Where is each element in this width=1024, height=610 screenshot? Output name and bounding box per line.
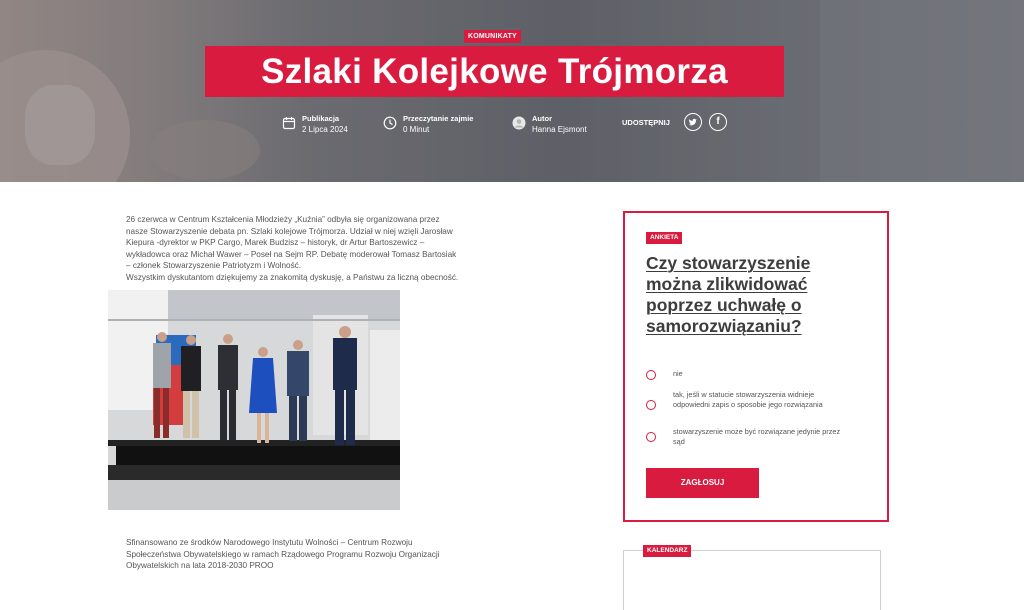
article-line: Kiepura -dyrektor w PKP Cargo, Marek Budzisz – historyk, dr Artur Bartoszewicz – — [126, 238, 425, 247]
publication-label: Publikacja — [302, 114, 340, 123]
category-badge[interactable]: KOMUNIKATY — [464, 30, 521, 43]
poll-option-label: tak, jeśli w statucie stowarzyszenia widnieje odpowiedni zapis o sposobie jego rozwiązania — [673, 390, 823, 409]
poll-option-label: nie — [673, 369, 683, 378]
facebook-icon[interactable]: f — [709, 113, 727, 131]
radio-button[interactable] — [646, 370, 656, 380]
reading-time: 0 Minut — [403, 125, 430, 134]
poll-question: Czy stowarzyszenie można zlikwidować poprzez uchwałę o samorozwiązaniu? — [646, 253, 811, 336]
calendar-widget — [623, 550, 881, 610]
radio-button[interactable] — [646, 432, 656, 442]
page-title: Szlaki Kolejkowe Trójmorza — [205, 46, 784, 97]
article-line: wykładowca oraz Michał Wawer – Poseł na Sejm RP. Debatę moderował Tomasz Bartosiak — [126, 249, 457, 259]
poll-option[interactable] — [646, 427, 848, 447]
article-photo — [108, 290, 400, 510]
calendar-badge: KALENDARZ — [643, 545, 691, 557]
article-line: – członek Stowarzyszenie Patriotyzm i Wolność. — [126, 261, 302, 270]
funding-line: Obywatelskich na lata 2018-2030 PROO — [126, 561, 274, 570]
clock-icon — [383, 116, 397, 130]
reading-label: Przeczytanie zajmie — [403, 114, 474, 123]
meta-reading-time — [383, 114, 473, 135]
twitter-icon[interactable] — [684, 113, 702, 131]
author-name[interactable]: Hanna Ejsmont — [532, 125, 587, 134]
avatar — [512, 116, 526, 130]
poll-option[interactable] — [646, 390, 848, 410]
poll-option[interactable] — [646, 369, 848, 380]
meta-publication — [282, 114, 348, 135]
share-label: UDOSTĘPNIJ — [622, 118, 670, 127]
calendar-icon — [282, 116, 296, 130]
funding-line: Społeczeństwa Obywatelskiego w ramach Rządowego Programu Rozwoju Organizacji — [126, 549, 440, 559]
author-label: Autor — [532, 114, 552, 123]
funding-note — [126, 537, 526, 572]
article-line: 26 czerwca w Centrum Kształcenia Młodzieży „Kuźnia” odbyła się organizowana przez — [126, 215, 440, 224]
article-line: Wszystkim dyskutantom dziękujemy za znakomitą dyskusję, a Państwu za liczną obecność. — [126, 272, 459, 282]
publication-date: 2 Lipca 2024 — [302, 125, 348, 134]
radio-button[interactable] — [646, 400, 656, 410]
poll-option-label: stowarzyszenie może być rozwiązane jedynie przez sąd — [673, 427, 841, 446]
poll-badge: ANKIETA — [646, 232, 682, 244]
article-line: nasze Stowarzyszenie debata pn. Szlaki kolejowe Trójmorza. Udział w niej wzięli Jarosław — [126, 226, 453, 236]
article-body — [126, 214, 526, 283]
funding-line: Sfinansowano ze środków Narodowego Instytutu Wolności – Centrum Rozwoju — [126, 538, 413, 547]
vote-button[interactable]: ZAGŁOSUJ — [646, 468, 759, 498]
meta-author — [512, 114, 587, 135]
poll-widget — [623, 211, 889, 522]
